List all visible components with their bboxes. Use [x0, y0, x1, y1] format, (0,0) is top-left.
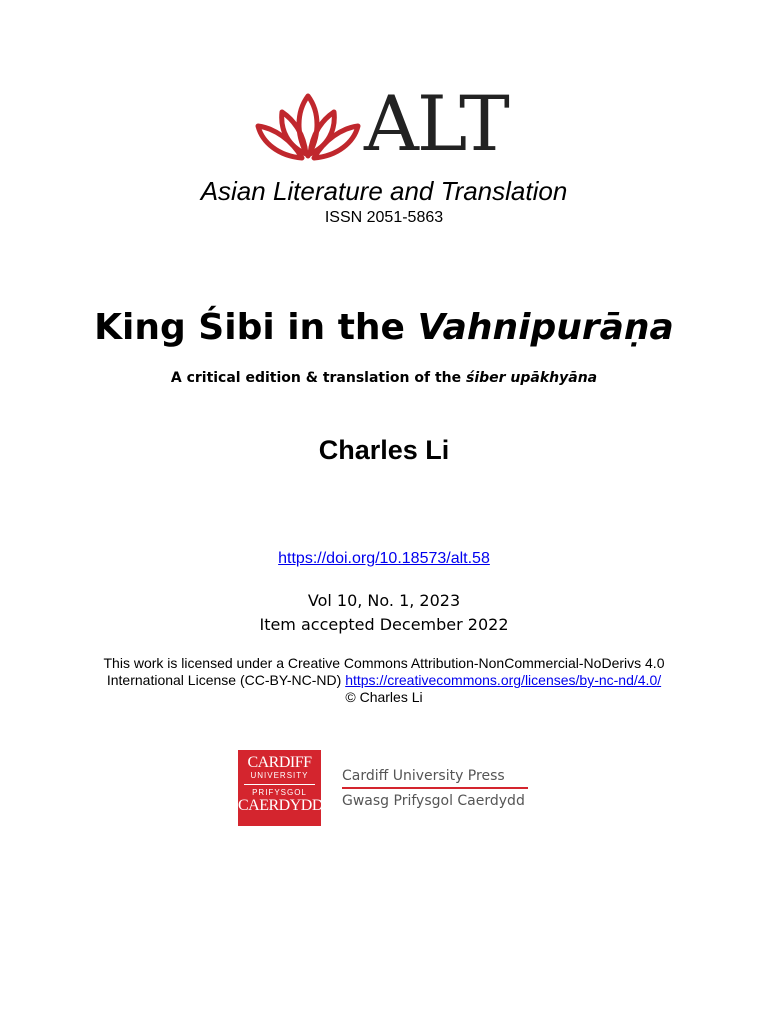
- title-prefix: King Śibi in the: [94, 307, 418, 348]
- logo-prifysgol: PRIFYSGOL: [252, 788, 307, 797]
- license-link[interactable]: https://creativecommons.org/licenses/by-nc-nd/4.0/: [345, 672, 662, 688]
- press-name-welsh: Gwasg Prifysgol Caerdydd: [342, 793, 525, 809]
- issn: ISSN 2051-5863: [324, 209, 444, 226]
- license-prefix: International License (CC-BY-NC-ND): [106, 672, 346, 688]
- alt-logo: [240, 79, 530, 172]
- alt-wordmark: ALT: [364, 79, 508, 168]
- logo-caerdydd: CAERDYDD: [238, 797, 323, 814]
- doi-link[interactable]: https://doi.org/10.18573/alt.58: [278, 550, 490, 567]
- license-text-line1: This work is licensed under a Creative Commons Attribution-NonCommercial-NoDerivs 4.0: [103, 655, 665, 671]
- subtitle-italic: śiber upākhyāna: [465, 370, 598, 386]
- logo-university: UNIVERSITY: [250, 771, 309, 780]
- accepted-date: Item accepted December 2022: [259, 615, 509, 634]
- logo-cardiff: CARDIFF: [247, 754, 312, 771]
- press-name-english: Cardiff University Press: [342, 768, 505, 784]
- lotus-icon: [252, 88, 364, 164]
- logo-divider: [244, 784, 315, 785]
- volume-info: Vol 10, No. 1, 2023: [307, 591, 461, 610]
- cardiff-university-logo: [238, 750, 321, 826]
- author-name: Charles Li: [318, 435, 450, 465]
- title-italic: Vahnipurāṇa: [417, 307, 674, 348]
- article-title: [0, 306, 768, 350]
- article-subtitle: [0, 368, 768, 388]
- copyright: © Charles Li: [345, 689, 423, 705]
- subtitle-prefix: A critical edition & translation of the: [170, 370, 466, 386]
- journal-name: Asian Literature and Translation: [200, 176, 568, 206]
- license-text-line2: [0, 672, 768, 689]
- press-divider: [342, 787, 528, 789]
- doi: [0, 549, 768, 569]
